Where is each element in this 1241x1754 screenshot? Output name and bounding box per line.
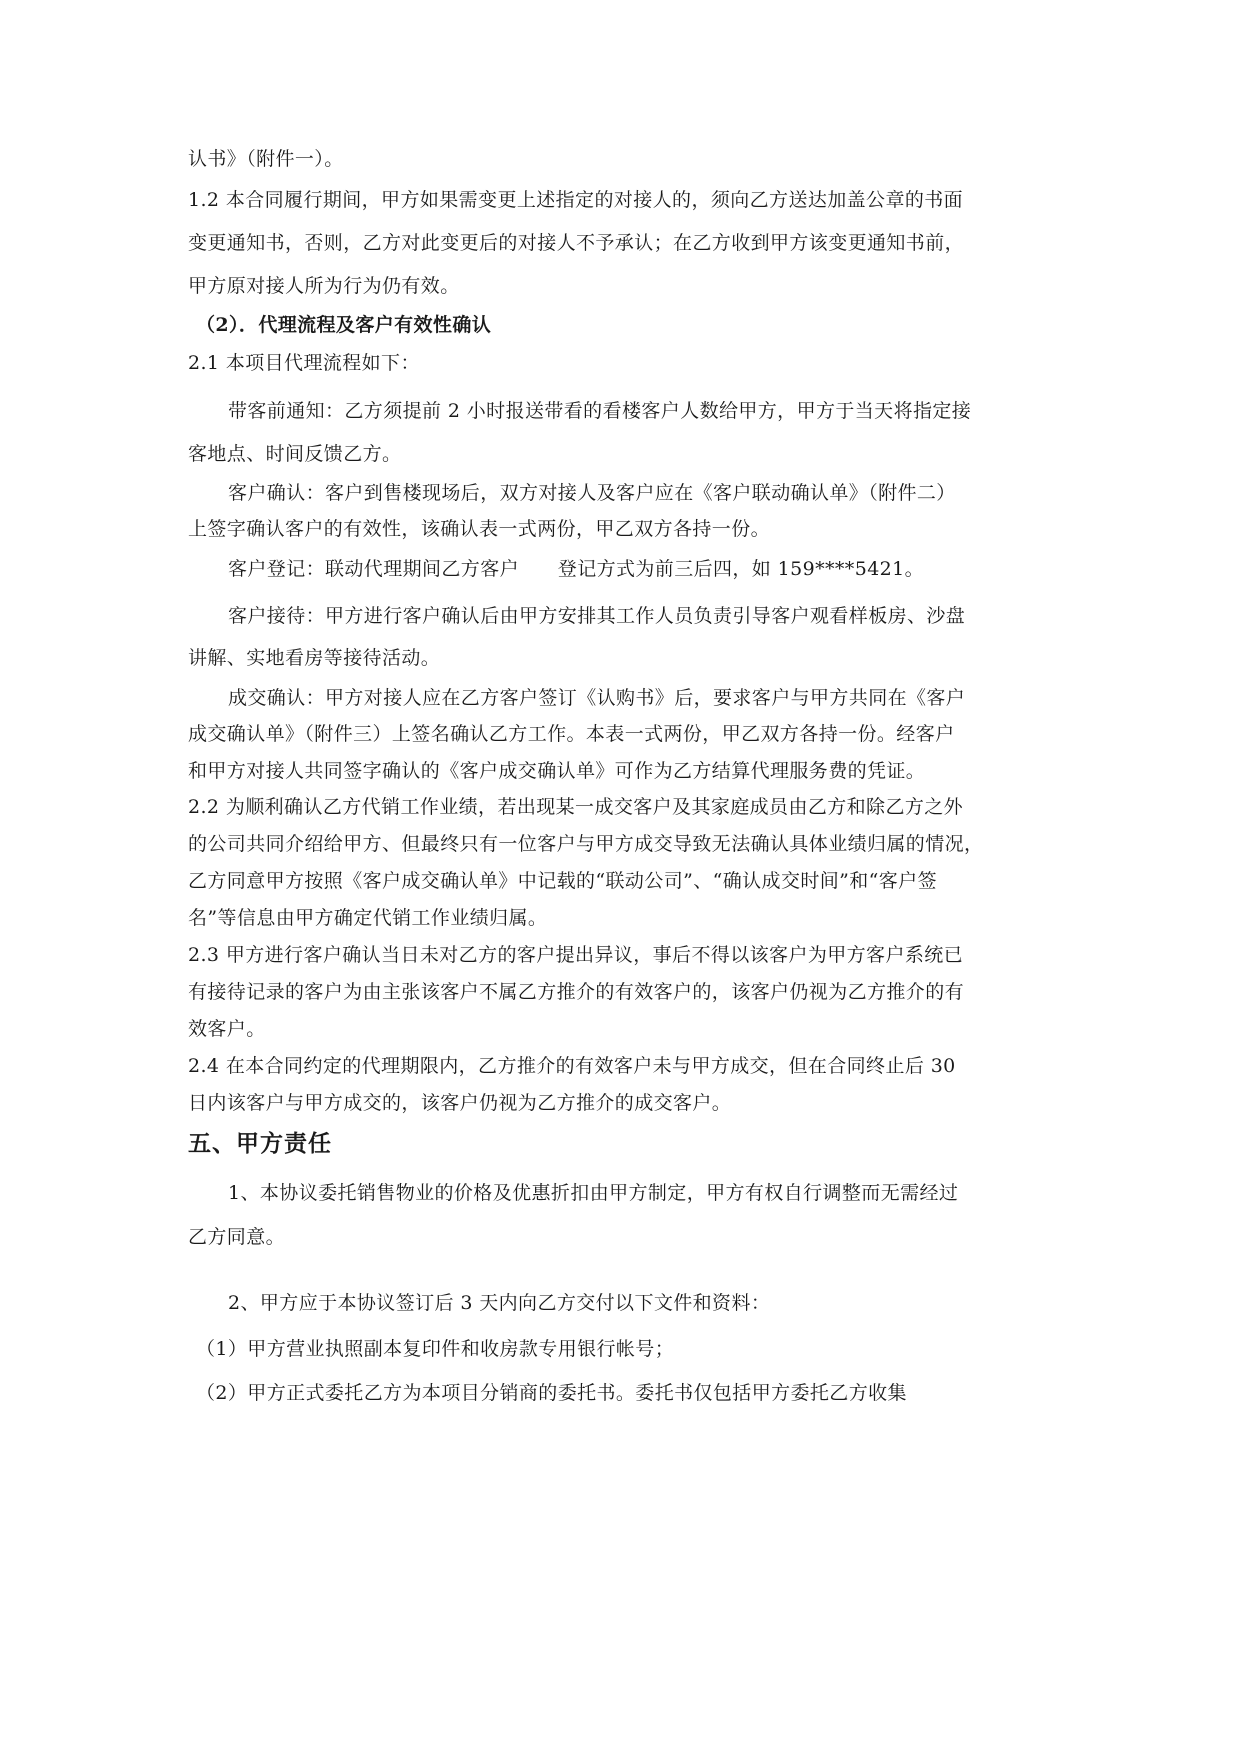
text-line: 效客户。 <box>188 1018 266 1040</box>
text-line: 2.1 本项目代理流程如下： <box>188 352 420 374</box>
text-line: 甲方原对接人所为行为仍有效。 <box>188 275 460 297</box>
text-line: 讲解、实地看房等接待活动。 <box>188 647 441 669</box>
text-line: 乙方同意。 <box>188 1226 286 1248</box>
text-line: 的公司共同介绍给甲方、但最终只有一位客户与甲方成交导致无法确认具体业绩归属的情况， <box>188 833 984 855</box>
text-line: 名”等信息由甲方确定代销工作业绩归属。 <box>188 907 548 929</box>
text-line: 2.2 为顺利确认乙方代销工作业绩，若出现某一成交客户及其家庭成员由乙方和除乙方之外 <box>188 796 964 818</box>
text-line: 1、本协议委托销售物业的价格及优惠折扣由甲方制定，甲方有权自行调整而无需经过 <box>228 1182 959 1204</box>
text-line: 认书》（附件一）。 <box>188 148 344 170</box>
text-line: 成交确认单》（附件三）上签名确认乙方工作。本表一式两份，甲乙双方各持一份。经客户 <box>188 723 955 745</box>
text-line: 乙方同意甲方按照《客户成交确认单》中记载的“联动公司”、“确认成交时间”和“客户签 <box>188 870 937 892</box>
text-line: （1）甲方营业执照副本复印件和收房款专用银行帐号； <box>196 1338 675 1360</box>
text-line: 1.2 本合同履行期间，甲方如果需变更上述指定的对接人的，须向乙方送达加盖公章的书面 <box>188 189 964 211</box>
text-line: 日内该客户与甲方成交的，该客户仍视为乙方推介的成交客户。 <box>188 1092 732 1114</box>
text-line: 客户确认：客户到售楼现场后，双方对接人及客户应在《客户联动确认单》（附件二） <box>228 482 956 504</box>
text-line: 客地点、时间反馈乙方。 <box>188 443 402 465</box>
text-line: 客户接待：甲方进行客户确认后由甲方安排其工作人员负责引导客户观看样板房、沙盘 <box>228 605 966 627</box>
text-line: 有接待记录的客户为由主张该客户不属乙方推介的有效客户的，该客户仍视为乙方推介的有 <box>188 981 965 1003</box>
text-line: 客户登记：联动代理期间乙方客户 登记方式为前三后四，如 159****5421。 <box>228 558 925 580</box>
text-line: 变更通知书，否则，乙方对此变更后的对接人不予承认；在乙方收到甲方该变更通知书前， <box>188 232 965 254</box>
text-line: （2）甲方正式委托乙方为本项目分销商的委托书。委托书仅包括甲方委托乙方收集 <box>196 1382 907 1404</box>
text-line: 2.3 甲方进行客户确认当日未对乙方的客户提出异议，事后不得以该客户为甲方客户系统已 <box>188 944 964 966</box>
section-subheading: （2）．代理流程及客户有效性确认 <box>196 314 492 336</box>
text-line: 带客前通知：乙方须提前 2 小时报送带看的看楼客户人数给甲方，甲方于当天将指定接 <box>228 400 972 422</box>
text-line: 和甲方对接人共同签字确认的《客户成交确认单》可作为乙方结算代理服务费的凭证。 <box>188 760 926 782</box>
text-line: 上签字确认客户的有效性，该确认表一式两份，甲乙双方各持一份。 <box>188 518 771 540</box>
text-line: 2、甲方应于本协议签订后 3 天内向乙方交付以下文件和资料： <box>228 1292 771 1314</box>
text-line: 成交确认：甲方对接人应在乙方客户签订《认购书》后，要求客户与甲方共同在《客户 <box>228 687 966 709</box>
text-line: 2.4 在本合同约定的代理期限内，乙方推介的有效客户未与甲方成交，但在合同终止后 30 <box>188 1055 956 1077</box>
section-heading: 五、甲方责任 <box>188 1130 332 1157</box>
